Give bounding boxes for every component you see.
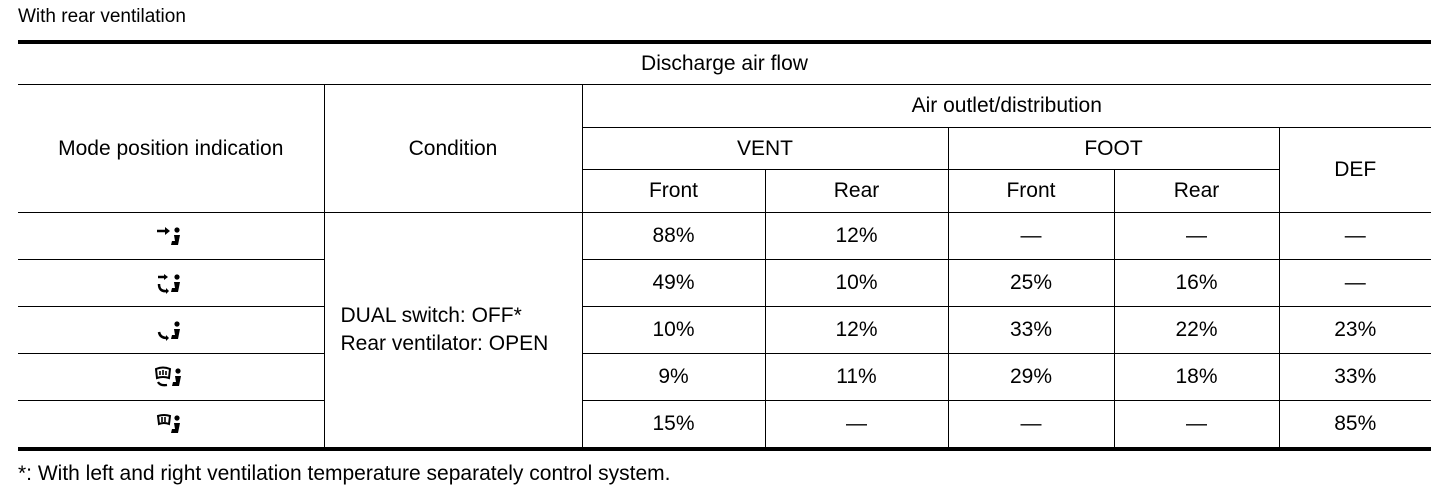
mode-cell	[18, 401, 324, 450]
header-def: DEF	[1279, 128, 1431, 213]
def-value: —	[1279, 260, 1431, 307]
table-row	[18, 354, 1431, 401]
table-row	[18, 307, 1431, 354]
condition-rear-ventilator: Rear ventilator: OPEN	[340, 332, 549, 355]
bi-level-mode-icon	[155, 272, 187, 294]
header-foot: FOOT	[948, 128, 1279, 170]
foot-rear-value: 16%	[1114, 260, 1279, 307]
foot-rear-value: —	[1114, 401, 1279, 450]
header-condition: Condition	[324, 85, 582, 213]
mode-cell	[18, 260, 324, 307]
foot-front-value: 33%	[948, 307, 1114, 354]
header-vent: VENT	[582, 128, 948, 170]
vent-front-value: 49%	[582, 260, 765, 307]
foot-rear-value: 18%	[1114, 354, 1279, 401]
def-value: —	[1279, 213, 1431, 260]
mode-cell	[18, 213, 324, 260]
header-mode-position: Mode position indication	[18, 85, 324, 213]
header-vent-front: Front	[582, 170, 765, 213]
header-air-outlet: Air outlet/distribution	[582, 85, 1431, 128]
foot-front-value: 29%	[948, 354, 1114, 401]
vent-front-value: 9%	[582, 354, 765, 401]
vent-rear-value: 10%	[765, 260, 948, 307]
def-value: 33%	[1279, 354, 1431, 401]
table-row	[18, 401, 1431, 450]
table-row	[18, 213, 1431, 260]
footnote: *: With left and right ventilation temperature separately control system.	[18, 462, 671, 485]
condition-cell	[324, 213, 582, 450]
mode-cell	[18, 354, 324, 401]
vent-front-value: 88%	[582, 213, 765, 260]
def-value: 85%	[1279, 401, 1431, 450]
table-caption: With rear ventilation	[18, 6, 186, 27]
def-value: 23%	[1279, 307, 1431, 354]
mode-cell	[18, 307, 324, 354]
foot-mode-icon	[155, 319, 187, 341]
table-row	[18, 260, 1431, 307]
vent-rear-value: 12%	[765, 307, 948, 354]
vent-rear-value: 12%	[765, 213, 948, 260]
header-foot-front: Front	[948, 170, 1114, 213]
table-title: Discharge air flow	[18, 42, 1431, 85]
vent-rear-value: —	[765, 401, 948, 450]
foot-rear-value: —	[1114, 213, 1279, 260]
foot-front-value: —	[948, 213, 1114, 260]
foot-front-value: —	[948, 401, 1114, 450]
header-vent-rear: Rear	[765, 170, 948, 213]
foot-def-mode-icon	[155, 366, 187, 388]
foot-front-value: 25%	[948, 260, 1114, 307]
def-mode-icon	[155, 413, 187, 435]
condition-dual-switch: DUAL switch: OFF*	[340, 304, 522, 327]
vent-mode-icon	[155, 225, 187, 247]
vent-front-value: 10%	[582, 307, 765, 354]
vent-rear-value: 11%	[765, 354, 948, 401]
discharge-air-flow-table	[18, 40, 1431, 451]
header-foot-rear: Rear	[1114, 170, 1279, 213]
foot-rear-value: 22%	[1114, 307, 1279, 354]
vent-front-value: 15%	[582, 401, 765, 450]
